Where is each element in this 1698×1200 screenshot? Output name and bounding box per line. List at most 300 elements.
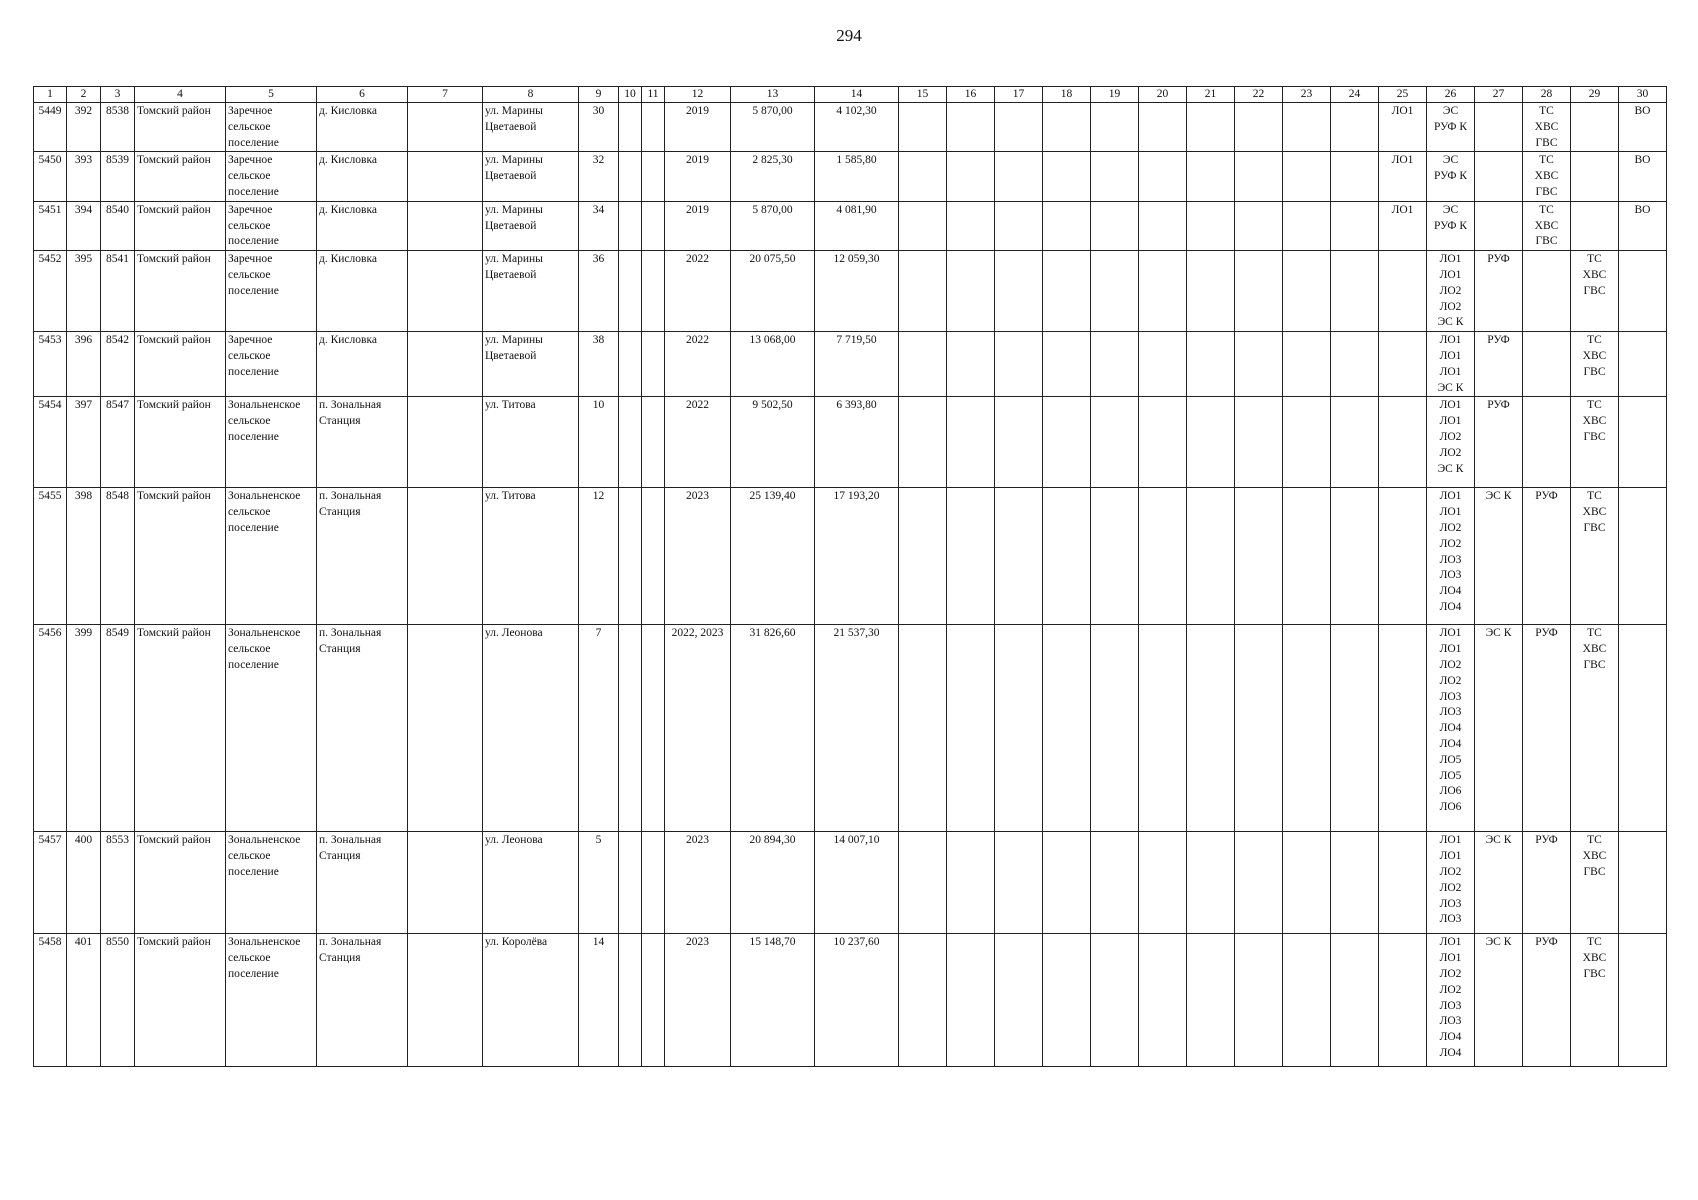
work-code-28 <box>1523 251 1571 332</box>
empty-cell <box>1331 397 1379 488</box>
table-row <box>34 832 1667 934</box>
house-number: 14 <box>579 934 619 1067</box>
object-id: 8540 <box>101 201 135 250</box>
row-index: 395 <box>67 251 101 332</box>
empty-cell <box>642 934 665 1067</box>
empty-cell <box>408 103 483 152</box>
row-index: 399 <box>67 625 101 832</box>
empty-cell <box>995 332 1043 397</box>
empty-cell <box>1331 625 1379 832</box>
empty-cell <box>619 152 642 201</box>
column-header-25: 25 <box>1379 87 1427 103</box>
work-code-26: ЛО1 ЛО1 ЛО2 ЛО2 ЛО3 ЛО3 ЛО4 ЛО4 <box>1427 488 1475 625</box>
empty-cell <box>1187 103 1235 152</box>
empty-cell <box>1283 832 1331 934</box>
object-id: 8549 <box>101 625 135 832</box>
empty-cell <box>1091 397 1139 488</box>
empty-cell <box>1187 397 1235 488</box>
empty-cell <box>995 397 1043 488</box>
street: ул. Титова <box>483 488 579 625</box>
empty-cell <box>408 832 483 934</box>
year: 2022 <box>665 397 731 488</box>
empty-cell <box>899 397 947 488</box>
work-code-25 <box>1379 832 1427 934</box>
empty-cell <box>1235 251 1283 332</box>
locality: д. Кисловка <box>317 332 408 397</box>
empty-cell <box>1331 488 1379 625</box>
empty-cell <box>1235 832 1283 934</box>
empty-cell <box>1187 488 1235 625</box>
work-code-27: ЭС К <box>1475 488 1523 625</box>
work-code-27: ЭС К <box>1475 934 1523 1067</box>
row-number: 5456 <box>34 625 67 832</box>
column-header-3: 3 <box>101 87 135 103</box>
row-number: 5455 <box>34 488 67 625</box>
work-code-27: РУФ <box>1475 397 1523 488</box>
empty-cell <box>1139 625 1187 832</box>
house-number: 38 <box>579 332 619 397</box>
column-header-27: 27 <box>1475 87 1523 103</box>
empty-cell <box>1139 103 1187 152</box>
empty-cell <box>947 152 995 201</box>
empty-cell <box>408 332 483 397</box>
column-header-14: 14 <box>815 87 899 103</box>
district: Томский район <box>135 152 226 201</box>
empty-cell <box>995 103 1043 152</box>
settlement: Зональненское сельское поселение <box>226 397 317 488</box>
work-code-27: РУФ <box>1475 332 1523 397</box>
column-header-12: 12 <box>665 87 731 103</box>
empty-cell <box>1043 488 1091 625</box>
work-code-25 <box>1379 251 1427 332</box>
settlement: Заречное сельское поселение <box>226 251 317 332</box>
empty-cell <box>1043 397 1091 488</box>
work-code-26: ЛО1 ЛО1 ЛО2 ЛО2 ЛО3 ЛО3 <box>1427 832 1475 934</box>
row-index: 393 <box>67 152 101 201</box>
column-header-28: 28 <box>1523 87 1571 103</box>
house-number: 7 <box>579 625 619 832</box>
work-code-29: ТС ХВС ГВС <box>1571 934 1619 1067</box>
work-code-26: ЛО1 ЛО1 ЛО2 ЛО2 ЭС К <box>1427 397 1475 488</box>
table-row <box>34 488 1667 625</box>
work-code-30: ВО <box>1619 201 1667 250</box>
column-header-4: 4 <box>135 87 226 103</box>
empty-cell <box>1043 625 1091 832</box>
empty-cell <box>619 103 642 152</box>
empty-cell <box>1043 152 1091 201</box>
work-code-30 <box>1619 832 1667 934</box>
row-number: 5451 <box>34 201 67 250</box>
work-code-26: ЭС РУФ К <box>1427 201 1475 250</box>
row-index: 400 <box>67 832 101 934</box>
empty-cell <box>1331 152 1379 201</box>
cost: 20 075,50 <box>731 251 815 332</box>
work-code-30 <box>1619 397 1667 488</box>
column-header-26: 26 <box>1427 87 1475 103</box>
work-code-27 <box>1475 103 1523 152</box>
empty-cell <box>899 152 947 201</box>
empty-cell <box>899 332 947 397</box>
locality: п. Зональная Станция <box>317 625 408 832</box>
row-index: 398 <box>67 488 101 625</box>
column-header-1: 1 <box>34 87 67 103</box>
work-code-29: ТС ХВС ГВС <box>1571 832 1619 934</box>
year: 2022 <box>665 251 731 332</box>
empty-cell <box>1331 103 1379 152</box>
street: ул. Марины Цветаевой <box>483 251 579 332</box>
work-code-29 <box>1571 201 1619 250</box>
empty-cell <box>947 251 995 332</box>
empty-cell <box>1139 832 1187 934</box>
area: 12 059,30 <box>815 251 899 332</box>
empty-cell <box>1283 625 1331 832</box>
area: 14 007,10 <box>815 832 899 934</box>
cost: 5 870,00 <box>731 201 815 250</box>
empty-cell <box>995 832 1043 934</box>
empty-cell <box>1235 201 1283 250</box>
table-row <box>34 103 1667 152</box>
object-id: 8538 <box>101 103 135 152</box>
column-header-2: 2 <box>67 87 101 103</box>
work-code-30 <box>1619 251 1667 332</box>
empty-cell <box>1187 625 1235 832</box>
cost: 9 502,50 <box>731 397 815 488</box>
work-code-28: ТС ХВС ГВС <box>1523 152 1571 201</box>
empty-cell <box>995 152 1043 201</box>
house-number: 34 <box>579 201 619 250</box>
table-row <box>34 625 1667 832</box>
work-code-27: ЭС К <box>1475 625 1523 832</box>
empty-cell <box>642 625 665 832</box>
empty-cell <box>995 488 1043 625</box>
area: 21 537,30 <box>815 625 899 832</box>
cost: 20 894,30 <box>731 832 815 934</box>
work-code-25: ЛО1 <box>1379 201 1427 250</box>
empty-cell <box>1235 332 1283 397</box>
column-header-15: 15 <box>899 87 947 103</box>
empty-cell <box>1187 332 1235 397</box>
empty-cell <box>408 201 483 250</box>
settlement: Зональненское сельское поселение <box>226 832 317 934</box>
empty-cell <box>1091 488 1139 625</box>
house-number: 12 <box>579 488 619 625</box>
empty-cell <box>1331 832 1379 934</box>
empty-cell <box>1187 832 1235 934</box>
settlement: Заречное сельское поселение <box>226 103 317 152</box>
work-code-26: ЛО1 ЛО1 ЛО2 ЛО2 ЛО3 ЛО3 ЛО4 ЛО4 ЛО5 ЛО5 ЛО6 ЛО6 <box>1427 625 1475 832</box>
object-id: 8548 <box>101 488 135 625</box>
work-code-29: ТС ХВС ГВС <box>1571 397 1619 488</box>
work-code-28: РУФ <box>1523 488 1571 625</box>
work-code-29 <box>1571 103 1619 152</box>
column-header-17: 17 <box>995 87 1043 103</box>
house-number: 5 <box>579 832 619 934</box>
column-header-13: 13 <box>731 87 815 103</box>
empty-cell <box>1235 934 1283 1067</box>
empty-cell <box>1283 201 1331 250</box>
district: Томский район <box>135 201 226 250</box>
empty-cell <box>619 397 642 488</box>
empty-cell <box>619 201 642 250</box>
area: 4 081,90 <box>815 201 899 250</box>
empty-cell <box>899 832 947 934</box>
work-code-28: РУФ <box>1523 625 1571 832</box>
empty-cell <box>1283 251 1331 332</box>
empty-cell <box>408 934 483 1067</box>
column-header-19: 19 <box>1091 87 1139 103</box>
cost: 31 826,60 <box>731 625 815 832</box>
empty-cell <box>1187 152 1235 201</box>
empty-cell <box>995 625 1043 832</box>
locality: п. Зональная Станция <box>317 488 408 625</box>
table-row <box>34 251 1667 332</box>
district: Томский район <box>135 332 226 397</box>
empty-cell <box>899 201 947 250</box>
column-header-18: 18 <box>1043 87 1091 103</box>
empty-cell <box>1283 934 1331 1067</box>
empty-cell <box>1187 934 1235 1067</box>
empty-cell <box>619 332 642 397</box>
empty-cell <box>1235 103 1283 152</box>
empty-cell <box>1283 397 1331 488</box>
district: Томский район <box>135 934 226 1067</box>
column-header-7: 7 <box>408 87 483 103</box>
district: Томский район <box>135 103 226 152</box>
empty-cell <box>408 152 483 201</box>
row-index: 392 <box>67 103 101 152</box>
district: Томский район <box>135 488 226 625</box>
locality: д. Кисловка <box>317 201 408 250</box>
empty-cell <box>619 832 642 934</box>
district: Томский район <box>135 625 226 832</box>
column-header-20: 20 <box>1139 87 1187 103</box>
work-code-27 <box>1475 152 1523 201</box>
work-code-25 <box>1379 625 1427 832</box>
cost: 25 139,40 <box>731 488 815 625</box>
empty-cell <box>947 103 995 152</box>
street: ул. Марины Цветаевой <box>483 152 579 201</box>
year: 2019 <box>665 201 731 250</box>
empty-cell <box>408 488 483 625</box>
empty-cell <box>1091 251 1139 332</box>
row-number: 5452 <box>34 251 67 332</box>
house-number: 36 <box>579 251 619 332</box>
empty-cell <box>1139 152 1187 201</box>
work-code-26: ЭС РУФ К <box>1427 152 1475 201</box>
empty-cell <box>642 251 665 332</box>
work-code-27 <box>1475 201 1523 250</box>
year: 2019 <box>665 152 731 201</box>
empty-cell <box>1043 251 1091 332</box>
locality: д. Кисловка <box>317 103 408 152</box>
object-id: 8547 <box>101 397 135 488</box>
area: 6 393,80 <box>815 397 899 488</box>
column-header-29: 29 <box>1571 87 1619 103</box>
column-header-24: 24 <box>1331 87 1379 103</box>
area: 17 193,20 <box>815 488 899 625</box>
empty-cell <box>899 625 947 832</box>
empty-cell <box>642 201 665 250</box>
empty-cell <box>1139 934 1187 1067</box>
work-code-27: РУФ <box>1475 251 1523 332</box>
area: 1 585,80 <box>815 152 899 201</box>
empty-cell <box>619 934 642 1067</box>
empty-cell <box>1187 251 1235 332</box>
empty-cell <box>619 625 642 832</box>
area: 7 719,50 <box>815 332 899 397</box>
empty-cell <box>1139 201 1187 250</box>
work-code-30: ВО <box>1619 152 1667 201</box>
work-code-28: ТС ХВС ГВС <box>1523 103 1571 152</box>
object-id: 8553 <box>101 832 135 934</box>
work-code-29: ТС ХВС ГВС <box>1571 625 1619 832</box>
house-number: 10 <box>579 397 619 488</box>
empty-cell <box>1091 152 1139 201</box>
district: Томский район <box>135 397 226 488</box>
area: 10 237,60 <box>815 934 899 1067</box>
cost: 13 068,00 <box>731 332 815 397</box>
empty-cell <box>1331 201 1379 250</box>
column-header-11: 11 <box>642 87 665 103</box>
empty-cell <box>947 832 995 934</box>
work-code-30: ВО <box>1619 103 1667 152</box>
empty-cell <box>1043 332 1091 397</box>
empty-cell <box>995 201 1043 250</box>
work-code-26: ЛО1 ЛО1 ЛО2 ЛО2 ЛО3 ЛО3 ЛО4 ЛО4 <box>1427 934 1475 1067</box>
cost: 5 870,00 <box>731 103 815 152</box>
work-code-27: ЭС К <box>1475 832 1523 934</box>
work-code-29: ТС ХВС ГВС <box>1571 332 1619 397</box>
column-header-23: 23 <box>1283 87 1331 103</box>
empty-cell <box>1043 934 1091 1067</box>
locality: п. Зональная Станция <box>317 934 408 1067</box>
empty-cell <box>899 103 947 152</box>
settlement: Заречное сельское поселение <box>226 332 317 397</box>
work-code-26: ЛО1 ЛО1 ЛО1 ЭС К <box>1427 332 1475 397</box>
empty-cell <box>1091 103 1139 152</box>
empty-cell <box>995 251 1043 332</box>
empty-cell <box>1283 488 1331 625</box>
column-header-30: 30 <box>1619 87 1667 103</box>
empty-cell <box>1043 201 1091 250</box>
settlement: Заречное сельское поселение <box>226 201 317 250</box>
street: ул. Марины Цветаевой <box>483 332 579 397</box>
table-row <box>34 332 1667 397</box>
table-row <box>34 934 1667 1067</box>
empty-cell <box>1091 332 1139 397</box>
locality: д. Кисловка <box>317 251 408 332</box>
column-header-6: 6 <box>317 87 408 103</box>
column-header-22: 22 <box>1235 87 1283 103</box>
empty-cell <box>408 397 483 488</box>
column-header-8: 8 <box>483 87 579 103</box>
work-code-28: РУФ <box>1523 934 1571 1067</box>
work-code-25 <box>1379 397 1427 488</box>
empty-cell <box>947 488 995 625</box>
work-code-30 <box>1619 332 1667 397</box>
empty-cell <box>1139 397 1187 488</box>
empty-cell <box>1331 332 1379 397</box>
empty-cell <box>1331 934 1379 1067</box>
object-id: 8550 <box>101 934 135 1067</box>
empty-cell <box>1235 625 1283 832</box>
empty-cell <box>619 488 642 625</box>
empty-cell <box>1235 152 1283 201</box>
object-id: 8541 <box>101 251 135 332</box>
locality: д. Кисловка <box>317 152 408 201</box>
cost: 2 825,30 <box>731 152 815 201</box>
year: 2022 <box>665 332 731 397</box>
empty-cell <box>642 832 665 934</box>
work-code-28 <box>1523 397 1571 488</box>
empty-cell <box>1091 625 1139 832</box>
street: ул. Марины Цветаевой <box>483 201 579 250</box>
row-number: 5449 <box>34 103 67 152</box>
street: ул. Леонова <box>483 625 579 832</box>
empty-cell <box>1235 397 1283 488</box>
work-code-25: ЛО1 <box>1379 103 1427 152</box>
empty-cell <box>619 251 642 332</box>
row-number: 5457 <box>34 832 67 934</box>
empty-cell <box>1187 201 1235 250</box>
empty-cell <box>1091 934 1139 1067</box>
cost: 15 148,70 <box>731 934 815 1067</box>
settlement: Зональненское сельское поселение <box>226 934 317 1067</box>
empty-cell <box>1139 332 1187 397</box>
row-index: 396 <box>67 332 101 397</box>
empty-cell <box>947 934 995 1067</box>
empty-cell <box>1139 251 1187 332</box>
empty-cell <box>1091 201 1139 250</box>
street: ул. Королёва <box>483 934 579 1067</box>
empty-cell <box>1091 832 1139 934</box>
year: 2023 <box>665 934 731 1067</box>
year: 2022, 2023 <box>665 625 731 832</box>
work-code-30 <box>1619 934 1667 1067</box>
object-id: 8539 <box>101 152 135 201</box>
settlement: Зональненское сельское поселение <box>226 625 317 832</box>
work-code-28: ТС ХВС ГВС <box>1523 201 1571 250</box>
column-header-9: 9 <box>579 87 619 103</box>
object-id: 8542 <box>101 332 135 397</box>
empty-cell <box>995 934 1043 1067</box>
empty-cell <box>642 152 665 201</box>
year: 2023 <box>665 832 731 934</box>
locality: п. Зональная Станция <box>317 832 408 934</box>
table-row <box>34 201 1667 250</box>
empty-cell <box>1139 488 1187 625</box>
area: 4 102,30 <box>815 103 899 152</box>
row-number: 5450 <box>34 152 67 201</box>
empty-cell <box>1283 103 1331 152</box>
empty-cell <box>947 625 995 832</box>
empty-cell <box>408 625 483 832</box>
row-number: 5458 <box>34 934 67 1067</box>
column-header-10: 10 <box>619 87 642 103</box>
street: ул. Марины Цветаевой <box>483 103 579 152</box>
empty-cell <box>1283 332 1331 397</box>
column-header-16: 16 <box>947 87 995 103</box>
empty-cell <box>947 201 995 250</box>
column-header-5: 5 <box>226 87 317 103</box>
row-index: 401 <box>67 934 101 1067</box>
table-row <box>34 397 1667 488</box>
empty-cell <box>1043 103 1091 152</box>
work-code-30 <box>1619 625 1667 832</box>
work-code-30 <box>1619 488 1667 625</box>
row-index: 394 <box>67 201 101 250</box>
empty-cell <box>899 488 947 625</box>
